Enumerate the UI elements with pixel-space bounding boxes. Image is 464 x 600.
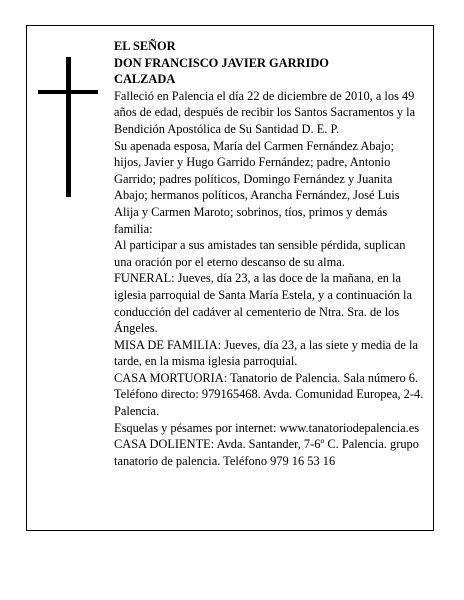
cross-horizontal-bar bbox=[38, 90, 98, 94]
family-mass-paragraph: MISA DE FAMILIA: Jueves, día 23, a las siete y media de la tarde, en la misma iglesia parroquial. bbox=[114, 337, 418, 369]
funeral-paragraph: FUNERAL: Jueves, día 23, a las doce de la mañana, en la iglesia parroquial de Santa María Estela, y a continuación la conducción del cadáver al cementerio de Ntra. Sra. de los Ángeles. bbox=[114, 271, 412, 336]
death-notice-paragraph: Falleció en Palencia el día 22 de diciembre de 2010, a los 49 años de edad, después de recibir los Santos Sacramentos y la Bendición Apostólica de Su Santidad D. E. P. bbox=[114, 88, 416, 136]
funeral-home-paragraph: CASA MORTUORIA: Tanatorio de Palencia. Sala número 6. Teléfono directo: 979165468. Avda. Comunidad Europea, 2-4. Palencia. bbox=[114, 370, 424, 419]
cross-vertical-bar bbox=[66, 57, 71, 197]
family-home-paragraph: CASA DOLIENTE: Avda. Santander, 7-6º C. Palencia. grupo tanatorio de palencia. Teléfono 979 16 53 16 bbox=[114, 437, 419, 468]
header-honorific: EL SEÑOR bbox=[114, 39, 176, 53]
online-condolences-paragraph: Esquelas y pésames por internet: www.tanatoriodepalencia.es bbox=[114, 420, 420, 435]
cross-icon bbox=[38, 57, 98, 197]
header-name-line1: DON FRANCISCO JAVIER GARRIDO bbox=[114, 55, 329, 70]
family-paragraph: Su apenada esposa, María del Carmen Fernández Abajo; hijos, Javier y Hugo Garrido Fernández; padre, Antonio Garrido; padres políticos, Domingo Fernández y Juanita Abajo; hermanos políticos, Arancha Fernández, José Luis Alija y Carmen Maroto; sobrinos, tíos, primos y demás familia: bbox=[114, 138, 400, 236]
deceased-header bbox=[114, 38, 424, 88]
prayer-request-paragraph: Al participar a sus amistades tan sensible pérdida, suplican una oración por el eterno descanso de su alma. bbox=[114, 238, 406, 269]
obituary-text bbox=[114, 38, 424, 469]
header-name-line2: CALZADA bbox=[114, 72, 176, 87]
